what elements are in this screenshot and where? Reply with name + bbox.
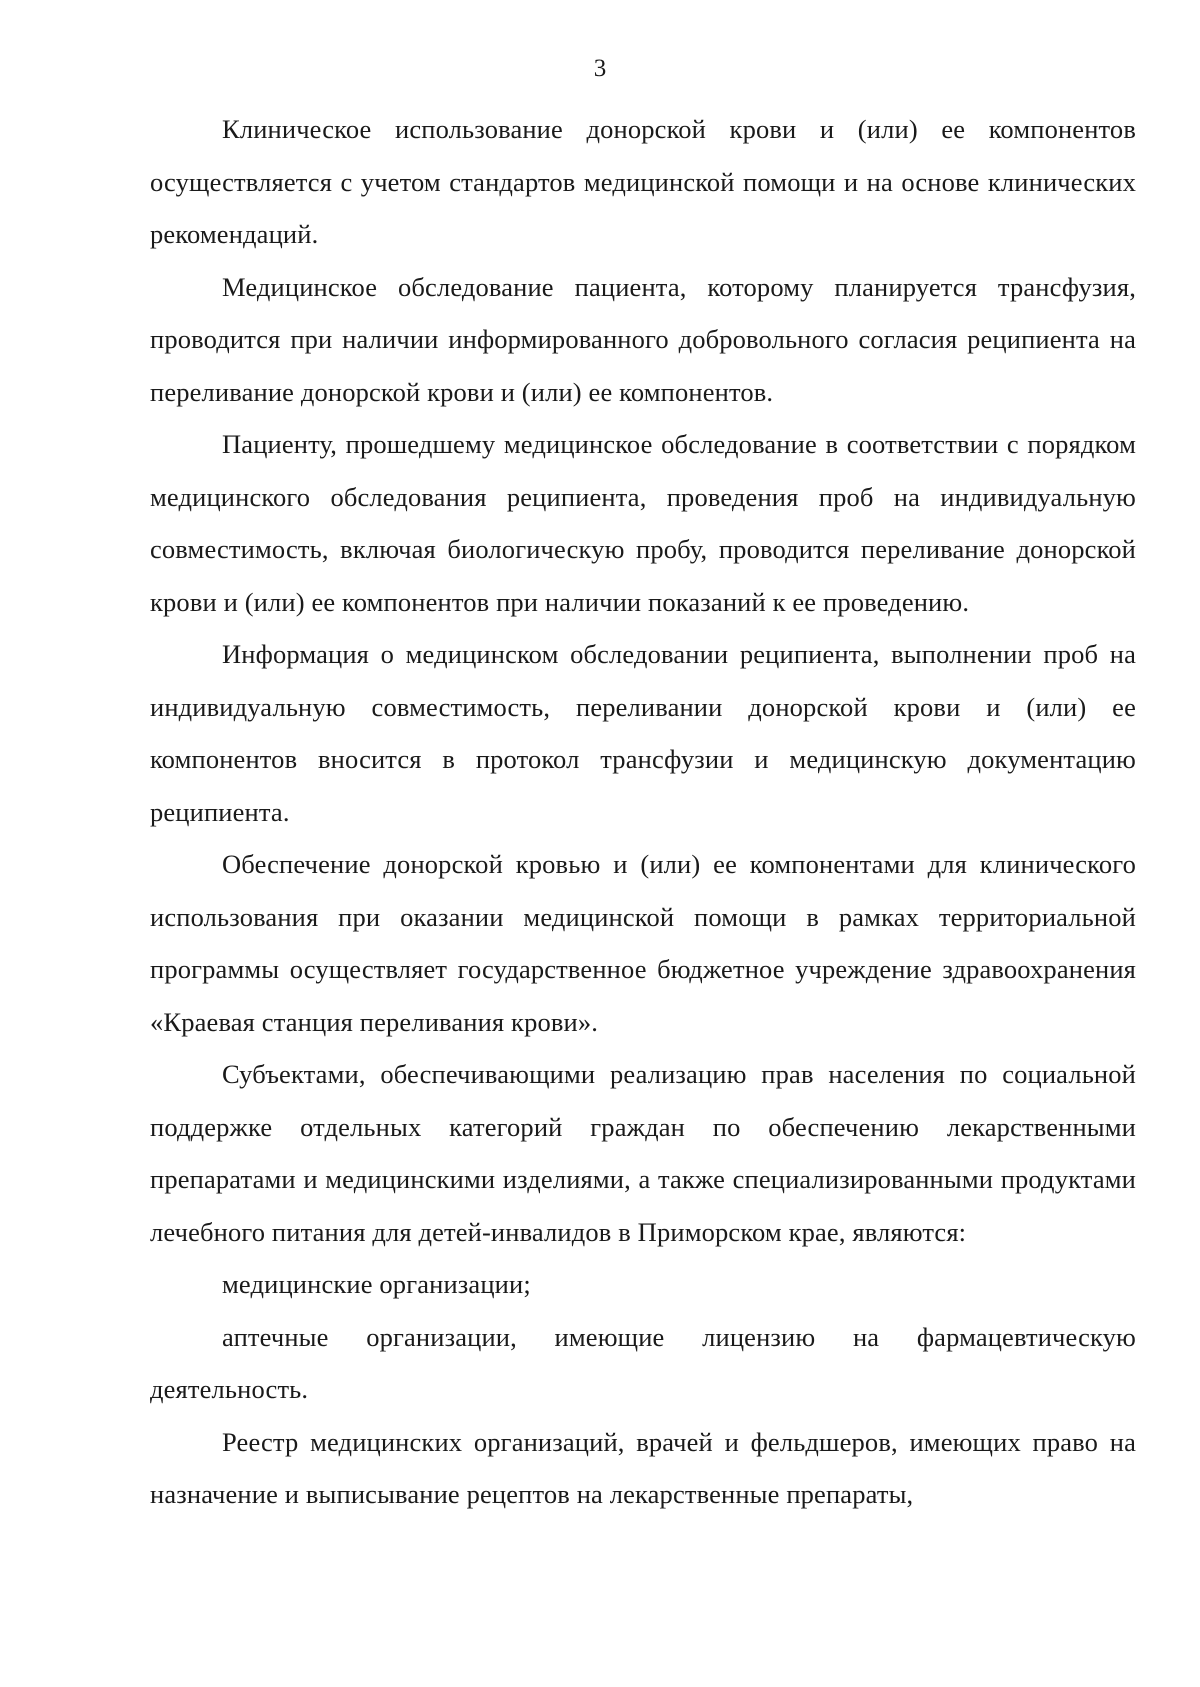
paragraph-medical-examination: Медицинское обследование пациента, которому планируется трансфузия, проводится при наличии информированного добровольного согласия реципиента на переливание донорской крови и (или) ее компонентов. [150, 271, 1136, 407]
paragraph-social-support-subjects: Субъектами, обеспечивающими реализацию прав населения по социальной поддержке отдельных категорий граждан по обеспечению лекарственными препаратами и медицинскими изделиями, а также специализированными продуктами лечебного питания для детей-инвалидов в Приморском крае, являются: [150, 1059, 1136, 1247]
paragraph-patient-transfusion: Пациенту, прошедшему медицинское обследование в соответствии с порядком медицинского обследования реципиента, проведения проб на индивидуальную совместимость, включая биологическую пробу, проводится переливание донорской крови и (или) ее компонентов при наличии показаний к ее проведению. [150, 429, 1136, 617]
list-item-medical-organizations: медицинские организации; [222, 1269, 531, 1299]
page-number: 3 [593, 55, 607, 82]
paragraph-examination-record: Информация о медицинском обследовании реципиента, выполнении проб на индивидуальную совместимость, переливании донорской крови и (или) ее компонентов вносится в протокол трансфузии и медицинскую документацию реципиента. [150, 639, 1136, 827]
paragraph-registry: Реестр медицинских организаций, врачей и фельдшеров, имеющих право на назначение и выписывание рецептов на лекарственные препараты, [150, 1426, 1136, 1509]
list-item-pharmacy-organizations: аптечные организации, имеющие лицензию на фармацевтическую деятельность. [150, 1321, 1136, 1404]
document-body [150, 103, 1136, 1521]
paragraph-blood-supply: Обеспечение донорской кровью и (или) ее компонентами для клинического использования при оказании медицинской помощи в рамках территориальной программы осуществляет государственное бюджетное учреждение здравоохранения «Краевая станция переливания крови». [150, 849, 1136, 1037]
paragraph-clinical-use: Клиническое использование донорской крови и (или) ее компонентов осуществляется с учетом стандартов медицинской помощи и на основе клинических рекомендаций. [150, 114, 1136, 249]
